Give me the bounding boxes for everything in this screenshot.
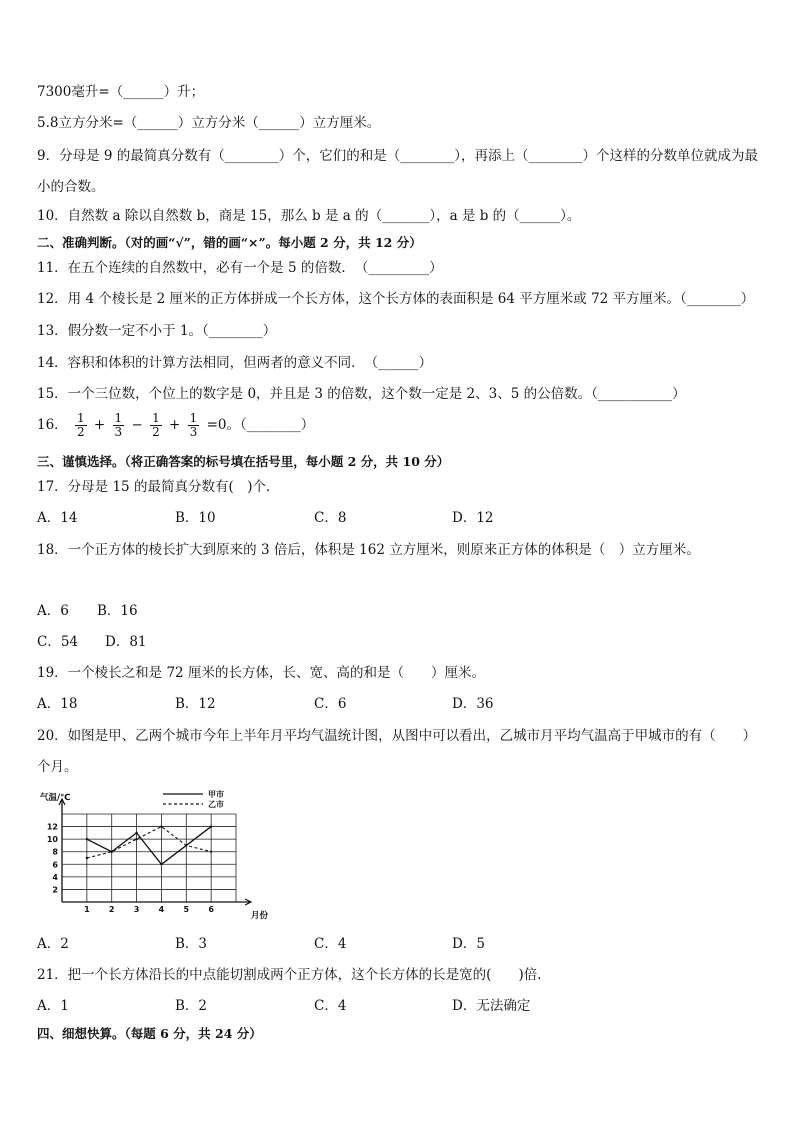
question-16-tail: =0。（________） (206, 417, 315, 433)
option-a[interactable]: A．2 (37, 936, 69, 952)
operator: + (93, 417, 106, 433)
section-2-heading: 二、准确判断。（对的画“√”，错的画“×”。每小题 2 分，共 12 分） (37, 235, 422, 250)
chart-series (86, 825, 213, 865)
option-a[interactable]: A．1 (37, 998, 69, 1014)
question-20: 20．如图是甲、乙两个城市今年上半年月平均气温统计图，从图中可以看出，乙城市月平均气温高于甲城市的有（ ）个月。 (37, 728, 757, 775)
data-point (160, 825, 162, 827)
option-d[interactable]: D．81 (105, 634, 147, 650)
series-line (87, 827, 211, 865)
y-tick-label: 6 (52, 860, 58, 870)
data-point (185, 844, 187, 846)
fraction: $\frac{1}{2}$ (76, 411, 85, 439)
temperature-line-chart (38, 786, 280, 924)
data-point (86, 838, 88, 840)
option-d[interactable]: D．5 (452, 936, 485, 952)
data-point (135, 832, 137, 834)
data-point (135, 838, 137, 840)
y-tick-label: 4 (52, 872, 58, 882)
x-tick-label: 6 (208, 905, 214, 914)
data-point (210, 851, 212, 853)
data-point (111, 851, 113, 853)
question-21: 21．把一个长方体沿长的中点能切割成两个正方体，这个长方体的长是宽的( )倍． (37, 967, 551, 983)
option-c[interactable]: C．4 (314, 998, 347, 1014)
question-11: 11．在五个连续的自然数中，必有一个是 5 的倍数． （_________） (37, 260, 443, 276)
option-c[interactable]: C．54 (37, 634, 79, 650)
option-c[interactable]: C．6 (314, 696, 347, 712)
question-9: 9．分母是 9 的最简真分数有（________）个，它们的和是（________），再添上（________）个这样的分数单位就成为最小的合数。 (37, 148, 759, 195)
option-a[interactable]: A．6 (37, 603, 69, 619)
chart-axes (40, 792, 269, 921)
fraction: $\frac{1}{3}$ (189, 411, 198, 439)
x-axis-label: 月份 (251, 911, 269, 921)
series-line (87, 827, 211, 858)
section-3-heading: 三、谨慎选择。（将正确答案的标号填在括号里，每小题 2 分，共 10 分） (37, 454, 450, 469)
data-point (210, 825, 212, 827)
option-c[interactable]: C．8 (314, 510, 347, 526)
question-14: 14．容积和体积的计算方法相同，但两者的意义不同． （______） (37, 355, 433, 371)
chart-legend (163, 789, 224, 809)
x-tick-label: 2 (108, 905, 115, 914)
question-13: 13．假分数一定不小于 1。（________） (37, 323, 277, 339)
fraction: $\frac{1}{3}$ (114, 411, 123, 439)
y-tick-label: 8 (52, 847, 58, 857)
y-tick-label: 10 (46, 835, 58, 845)
fraction: $\frac{1}{2}$ (152, 411, 160, 439)
question-19: 19．一个棱长之和是 72 厘米的长方体，长、宽、高的和是（ ）厘米。 (37, 665, 485, 681)
option-c[interactable]: C．4 (314, 936, 347, 952)
y-tick-label: 12 (46, 822, 58, 832)
y-axis-label: 气温/℃ (40, 793, 71, 803)
data-point (160, 863, 162, 865)
option-d[interactable]: D．36 (452, 696, 494, 712)
x-tick-label: 3 (133, 905, 140, 914)
y-tick-label: 2 (52, 885, 58, 895)
section-4-heading: 四、细想快算。（每题 6 分，共 24 分） (37, 1026, 262, 1041)
option-b[interactable]: B．12 (175, 696, 216, 712)
x-tick-label: 1 (84, 905, 90, 914)
x-tick-label: 4 (158, 905, 165, 914)
x-tick-label: 5 (183, 905, 190, 914)
question-12: 12．用 4 个棱长是 2 厘米的正方体拼成一个长方体，这个长方体的表面积是 64 平方厘米或 72 平方厘米。（________） (37, 291, 755, 307)
operator: + (169, 417, 181, 433)
data-point (86, 857, 88, 859)
question-17: 17．分母是 15 的最简真分数有( )个． (37, 479, 280, 495)
question-10: 10．自然数 a 除以自然数 b，商是 15，那么 b 是 a 的（_______），a 是 b 的（______）。 (37, 208, 581, 224)
option-b[interactable]: B．3 (175, 936, 208, 952)
option-b[interactable]: B．2 (175, 998, 208, 1014)
option-a[interactable]: A．18 (37, 696, 78, 712)
legend-label: 乙市 (208, 800, 224, 809)
option-d[interactable]: D．无法确定 (452, 998, 531, 1014)
question-16-number: 16． (37, 417, 68, 433)
legend-label: 甲市 (208, 790, 224, 799)
option-b[interactable]: B．16 (97, 603, 138, 619)
unit-conversion-dm3: 5.8立方分米=（______）立方分米（______）立方厘米。 (37, 115, 381, 131)
question-15: 15．一个三位数，个位上的数字是 0，并且是 3 的倍数，这个数一定是 2、3、5 的公倍数。（___________） (37, 386, 686, 402)
unit-conversion-ml: 7300毫升=（______）升； (37, 84, 205, 100)
option-a[interactable]: A．14 (37, 510, 78, 526)
question-18: 18．一个正方体的棱长扩大到原来的 3 倍后，体积是 162 立方厘米，则原来正方体的体积是（ ）立方厘米。 (37, 542, 700, 558)
operator: − (131, 417, 143, 433)
question-16 (37, 410, 764, 440)
option-b[interactable]: B．10 (175, 510, 216, 526)
option-d[interactable]: D．12 (452, 510, 494, 526)
